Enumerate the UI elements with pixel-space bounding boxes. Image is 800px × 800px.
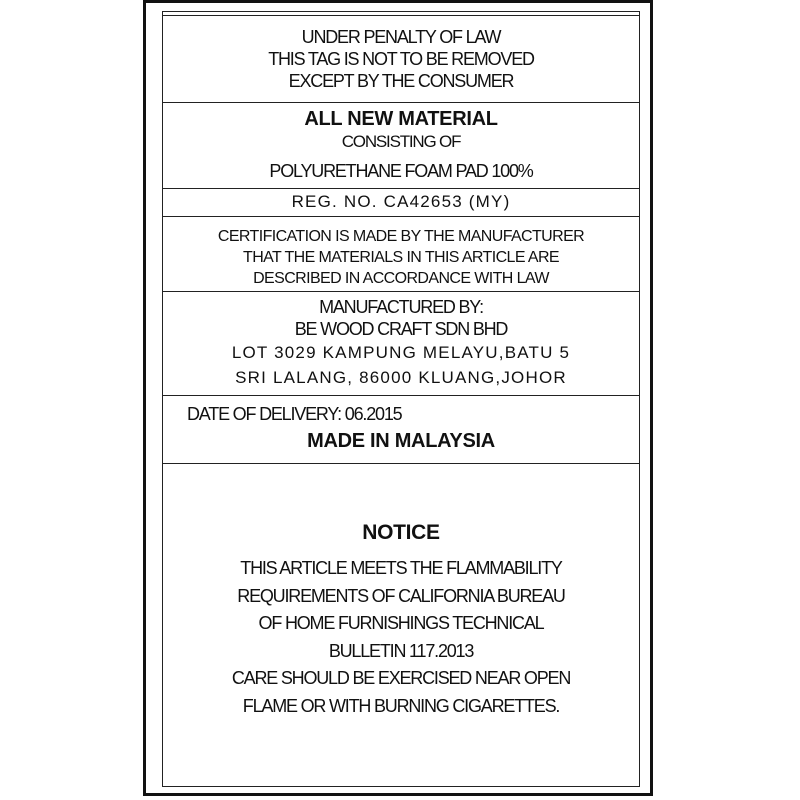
warning-section — [163, 16, 639, 103]
law-tag — [162, 11, 640, 787]
material-heading: ALL NEW MATERIAL — [304, 108, 498, 130]
notice-line: OF HOME FURNISHINGS TECHNICAL — [258, 613, 544, 633]
registration-section — [163, 189, 639, 217]
manufacturer-name: BE WOOD CRAFT SDN BHD — [294, 319, 508, 339]
material-composition: POLYURETHANE FOAM PAD 100% — [269, 161, 533, 181]
manufacturer-section — [163, 292, 639, 396]
material-consisting-of: CONSISTING OF — [341, 132, 461, 151]
manufacturer-label: MANUFACTURED BY: — [319, 297, 483, 317]
registration-number: REG. NO. CA42653 (MY) — [291, 192, 511, 211]
country-of-origin: MADE IN MALAYSIA — [307, 430, 495, 452]
notice-line: FLAME OR WITH BURNING CIGARETTES. — [242, 695, 560, 716]
manufacturer-address-1: LOT 3029 KAMPUNG MELAYU,BATU 5 — [231, 343, 571, 362]
notice-line: CARE SHOULD BE EXERCISED NEAR OPEN — [231, 668, 571, 688]
delivery-section — [163, 396, 639, 464]
notice-line: BULLETIN 117.2013 — [328, 640, 474, 661]
certification-section — [163, 217, 639, 292]
material-section — [163, 103, 639, 189]
manufacturer-address-2: SRI LALANG, 86000 KLUANG,JOHOR — [235, 368, 567, 387]
notice-section — [163, 464, 639, 786]
warning-line-3: EXCEPT BY THE CONSUMER — [288, 71, 514, 91]
warning-line-1: UNDER PENALTY OF LAW — [301, 27, 501, 47]
delivery-date: DATE OF DELIVERY: 06.2015 — [187, 404, 402, 424]
notice-line: REQUIREMENTS OF CALIFORNIA BUREAU — [237, 585, 565, 606]
certification-line-2: THAT THE MATERIALS IN THIS ARTICLE ARE — [243, 249, 559, 266]
warning-line-2: THIS TAG IS NOT TO BE REMOVED — [268, 49, 534, 69]
certification-line-3: DESCRIBED IN ACCORDANCE WITH LAW — [253, 270, 549, 287]
notice-line: THIS ARTICLE MEETS THE FLAMMABILITY — [240, 558, 562, 578]
notice-title: NOTICE — [362, 521, 440, 544]
certification-line-1: CERTIFICATION IS MADE BY THE MANUFACTURER — [217, 228, 585, 245]
